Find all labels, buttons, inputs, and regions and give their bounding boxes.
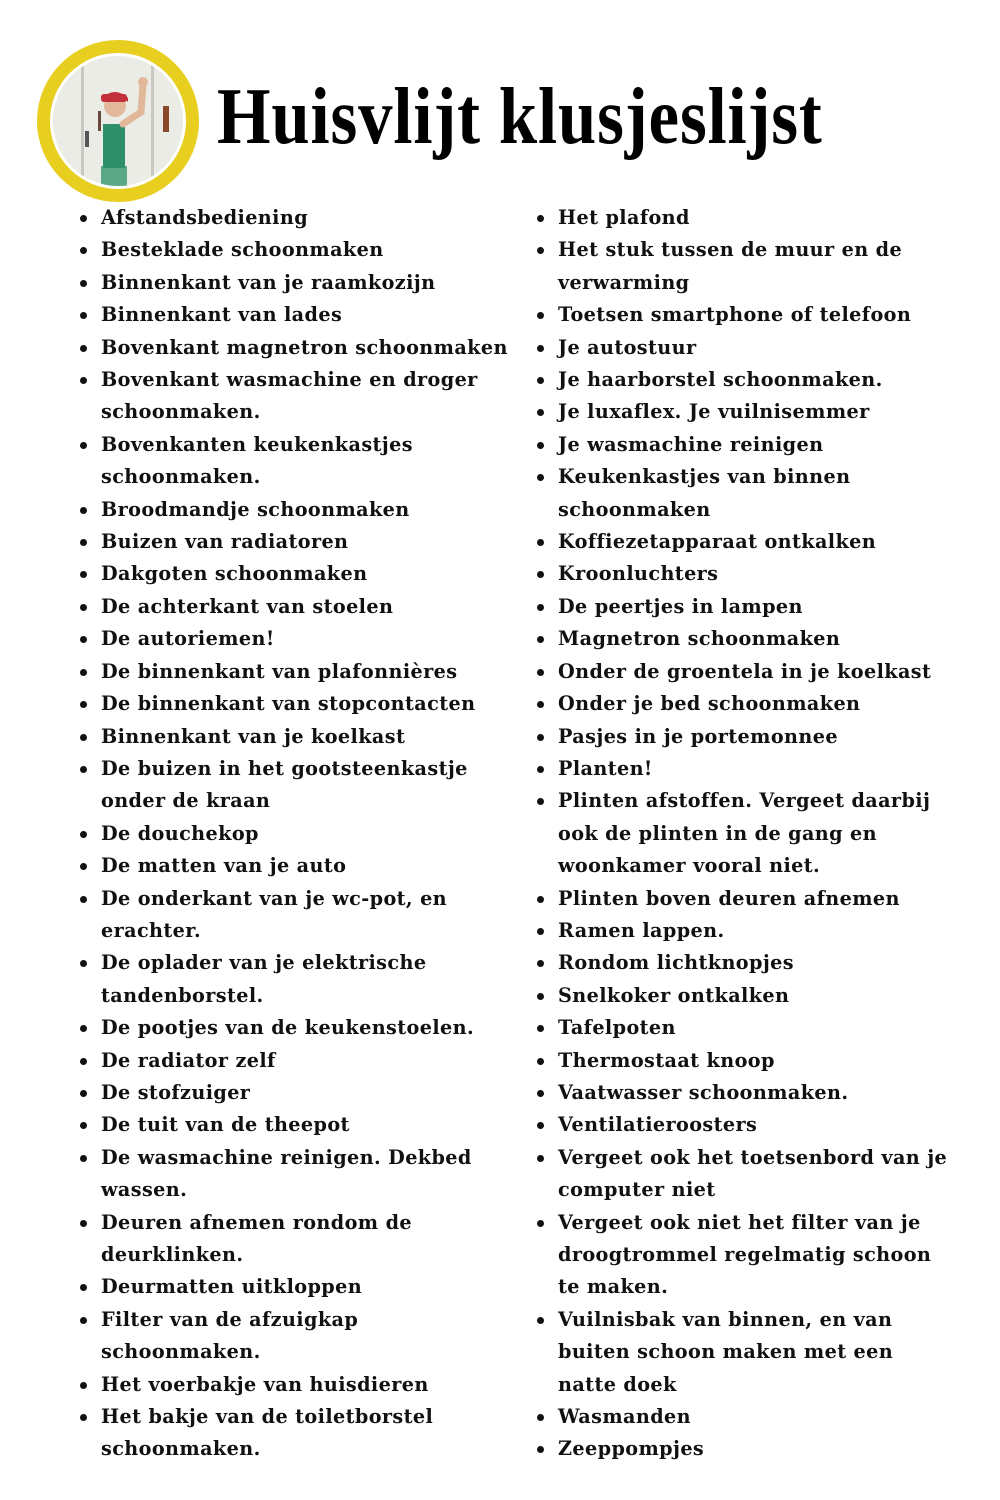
list-item: Kroonluchters: [535, 558, 955, 590]
list-item: Buizen van radiatoren: [78, 526, 508, 558]
list-item: Je luxaflex. Je vuilnisemmer: [535, 396, 955, 428]
list-item: Besteklade schoonmaken: [78, 234, 508, 266]
list-item: Plinten afstoffen. Vergeet daarbij ook de plinten in de gang en woonkamer vooral niet.: [535, 785, 955, 882]
list-item: Koffiezetapparaat ontkalken: [535, 526, 955, 558]
avatar-frame: [50, 53, 186, 189]
list-item: Binnenkant van je koelkast: [78, 721, 508, 753]
list-item: Je wasmachine reinigen: [535, 429, 955, 461]
chores-list-right: [535, 202, 955, 1466]
list-item: Bovenkanten keukenkastjes schoonmaken.: [78, 429, 508, 494]
list-item: De peertjes in lampen: [535, 591, 955, 623]
list-item: Magnetron schoonmaken: [535, 623, 955, 655]
list-item: De stofzuiger: [78, 1077, 508, 1109]
list-item: De autoriemen!: [78, 623, 508, 655]
list-item: Vergeet ook het toetsenbord van je computer niet: [535, 1142, 955, 1207]
list-item: Rondom lichtknopjes: [535, 947, 955, 979]
list-item: Vergeet ook niet het filter van je droogtrommel regelmatig schoon te maken.: [535, 1207, 955, 1304]
list-item: De onderkant van je wc-pot, en erachter.: [78, 883, 508, 948]
list-item: Deuren afnemen rondom de deurklinken.: [78, 1207, 508, 1272]
list-item: De binnenkant van plafonnières: [78, 656, 508, 688]
list-item: Ramen lappen.: [535, 915, 955, 947]
list-item: De wasmachine reinigen. Dekbed wassen.: [78, 1142, 508, 1207]
avatar: [37, 40, 199, 202]
avatar-photo: [53, 56, 183, 186]
list-item: Binnenkant van lades: [78, 299, 508, 331]
list-item: Filter van de afzuigkap schoonmaken.: [78, 1304, 508, 1369]
list-item: Binnenkant van je raamkozijn: [78, 267, 508, 299]
list-item: De pootjes van de keukenstoelen.: [78, 1012, 508, 1044]
list-item: Je haarborstel schoonmaken.: [535, 364, 955, 396]
list-item: Dakgoten schoonmaken: [78, 558, 508, 590]
list-item: Deurmatten uitkloppen: [78, 1271, 508, 1303]
list-item: Plinten boven deuren afnemen: [535, 883, 955, 915]
list-item: Vaatwasser schoonmaken.: [535, 1077, 955, 1109]
list-item: Je autostuur: [535, 332, 955, 364]
list-item: Pasjes in je portemonnee: [535, 721, 955, 753]
chores-list-left: [78, 202, 508, 1466]
list-item: De oplader van je elektrische tandenborstel.: [78, 947, 508, 1012]
list-item: Het voerbakje van huisdieren: [78, 1369, 508, 1401]
list-item: De tuit van de theepot: [78, 1109, 508, 1141]
list-item: Ventilatieroosters: [535, 1109, 955, 1141]
list-item: Afstandsbediening: [78, 202, 508, 234]
list-item: Toetsen smartphone of telefoon: [535, 299, 955, 331]
list-item: Planten!: [535, 753, 955, 785]
page-title: Huisvlijt klusjeslijst: [217, 73, 823, 161]
list-item: Bovenkant magnetron schoonmaken: [78, 332, 508, 364]
list-item: Snelkoker ontkalken: [535, 980, 955, 1012]
list-item: De radiator zelf: [78, 1045, 508, 1077]
list-item: Tafelpoten: [535, 1012, 955, 1044]
person-illustration-icon: [53, 56, 183, 186]
list-item: Bovenkant wasmachine en droger schoonmaken.: [78, 364, 508, 429]
list-item: Onder je bed schoonmaken: [535, 688, 955, 720]
list-item: Vuilnisbak van binnen, en van buiten schoon maken met een natte doek: [535, 1304, 955, 1401]
list-item: Thermostaat knoop: [535, 1045, 955, 1077]
list-item: Het bakje van de toiletborstel schoonmaken.: [78, 1401, 508, 1466]
list-item: Keukenkastjes van binnen schoonmaken: [535, 461, 955, 526]
list-item: De matten van je auto: [78, 850, 508, 882]
list-item: Onder de groentela in je koelkast: [535, 656, 955, 688]
list-item: Het stuk tussen de muur en de verwarming: [535, 234, 955, 299]
list-item: Het plafond: [535, 202, 955, 234]
list-item: De achterkant van stoelen: [78, 591, 508, 623]
list-item: De douchekop: [78, 818, 508, 850]
list-item: Broodmandje schoonmaken: [78, 494, 508, 526]
list-item: De binnenkant van stopcontacten: [78, 688, 508, 720]
list-item: De buizen in het gootsteenkastje onder de kraan: [78, 753, 508, 818]
list-item: Wasmanden: [535, 1401, 955, 1433]
list-item: Zeeppompjes: [535, 1433, 955, 1465]
